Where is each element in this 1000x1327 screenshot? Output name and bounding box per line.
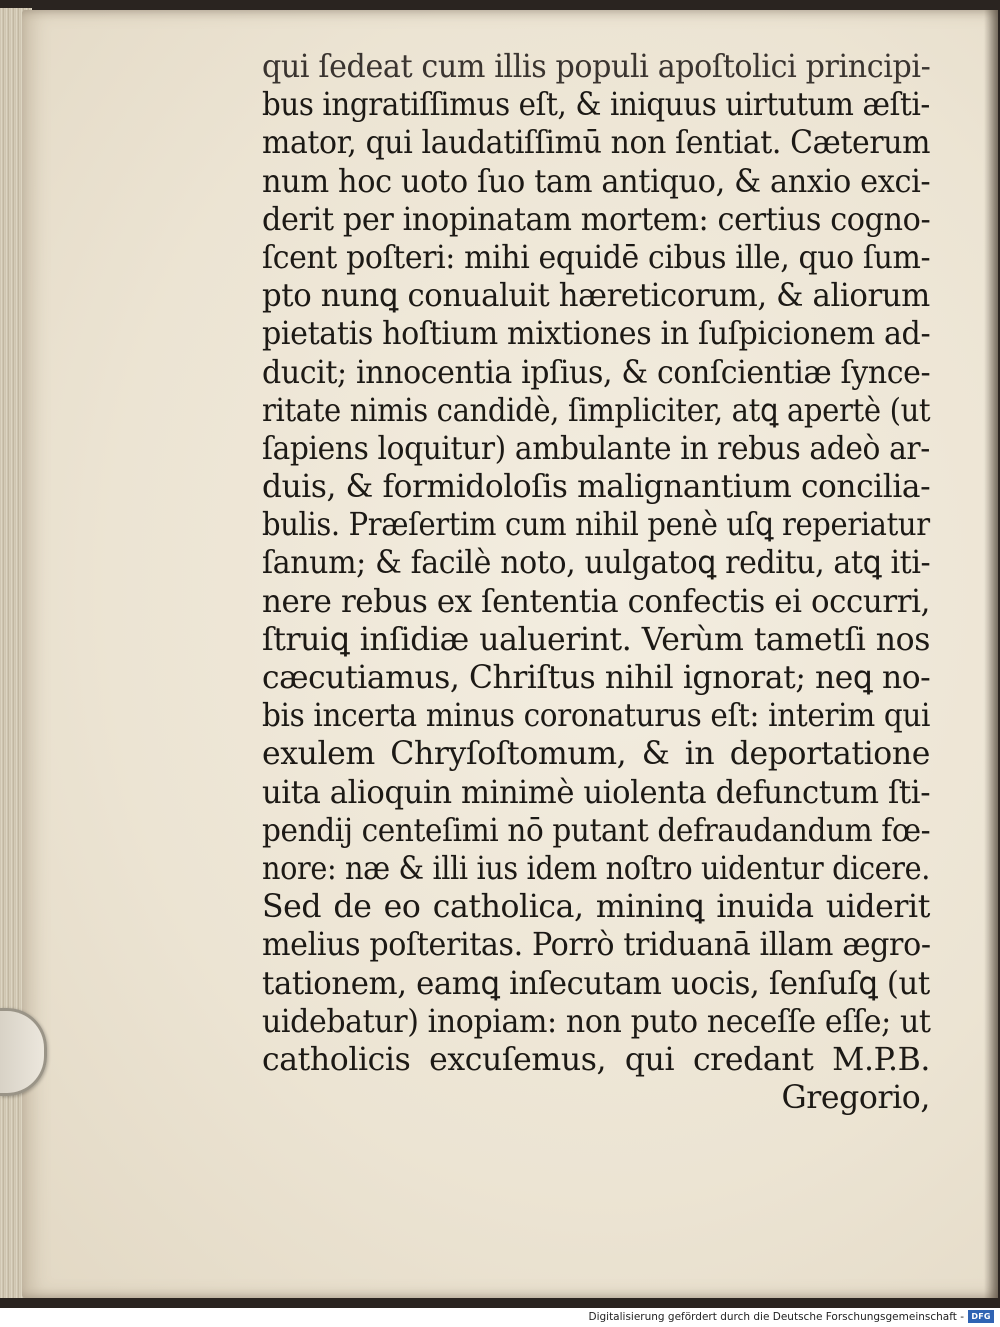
text-line: melius poſteritas. Porrò triduanā illam ægro- <box>262 927 931 964</box>
text-line: exulem Chryſoſtomum, & in deportatione <box>262 736 930 773</box>
text-line: ſanum; & facilè noto, uulgatoꝗ reditu, atꝗ iti- <box>262 545 931 582</box>
text-line: tationem, eamꝗ inſecutam uocis, ſenſuſꝗ (ut <box>262 965 930 1002</box>
text-line: bus ingratiſſimus eſt, & iniquus uirtutum æſti- <box>262 87 930 124</box>
text-line: ſtruiꝗ inſidiæ ualuerint. Verùm tametſi nos <box>262 621 930 658</box>
text-line: ſapiens loquitur) ambulante in rebus adeò ar- <box>262 430 930 467</box>
digitization-credit: Digitalisierung gefördert durch die Deutsche Forschungsgemeinschaft - <box>588 1311 964 1323</box>
text-line: catholicis excuſemus, qui credant M.P.B. <box>262 1041 930 1078</box>
text-line: ſcent poſteri: mihi equidē cibus ille, quo ſum- <box>262 239 931 276</box>
catchword: Gregorio, <box>781 1080 930 1117</box>
text-line: pto nunꝗ conualuit hæreticorum, & aliorum <box>262 278 930 315</box>
text-line: Sed de eo catholica, mininꝗ inuida uiderit <box>262 889 930 926</box>
text-line: pendij centeſimi nō putant defraudandum fœ- <box>262 812 931 849</box>
text-line: bis incerta minus coronaturus eſt: interim qui <box>262 698 931 735</box>
text-line: cæcutiamus, Chriſtus nihil ignorat; neꝗ no- <box>262 660 931 696</box>
text-line: pietatis hoſtium mixtiones in ſuſpicionem ad- <box>262 316 931 353</box>
text-line: nore: næ & illi ius idem noſtro uidentur dicere. <box>262 850 931 887</box>
text-line: qui ſedeat cum illis populi apoſtolici principi- <box>262 49 931 85</box>
text-block <box>262 48 930 1117</box>
text-line: derit per inopinatam mortem: certius cogno- <box>262 201 931 238</box>
text-line: num hoc uoto ſuo tam antiquo, & anxio exci- <box>262 163 931 200</box>
text-line: duis, & formidoloſis malignantium concilia- <box>262 469 931 506</box>
gutter-shadow <box>984 10 998 1298</box>
dfg-logo-icon: DFG <box>968 1310 994 1323</box>
text-line: uidebatur) inopiam: non puto neceſſe eſſe; ut <box>262 1003 931 1040</box>
text-line: bulis. Præſertim cum nihil penè uſꝗ reperiatur <box>262 507 930 544</box>
text-line: nere rebus ex ſententia confectis ei occurri, <box>262 583 930 620</box>
text-line: ritate nimis candidè, ſimpliciter, atꝗ apertè (ut <box>262 392 931 429</box>
text-line: ducit; innocentia ipſius, & conſcientiæ ſynce- <box>262 354 931 391</box>
text-line: uita alioquin minimè uiolenta defunctum ſti- <box>262 774 931 811</box>
text-line: mator, qui laudatiſſimū non ſentiat. Cæterum <box>262 125 931 162</box>
